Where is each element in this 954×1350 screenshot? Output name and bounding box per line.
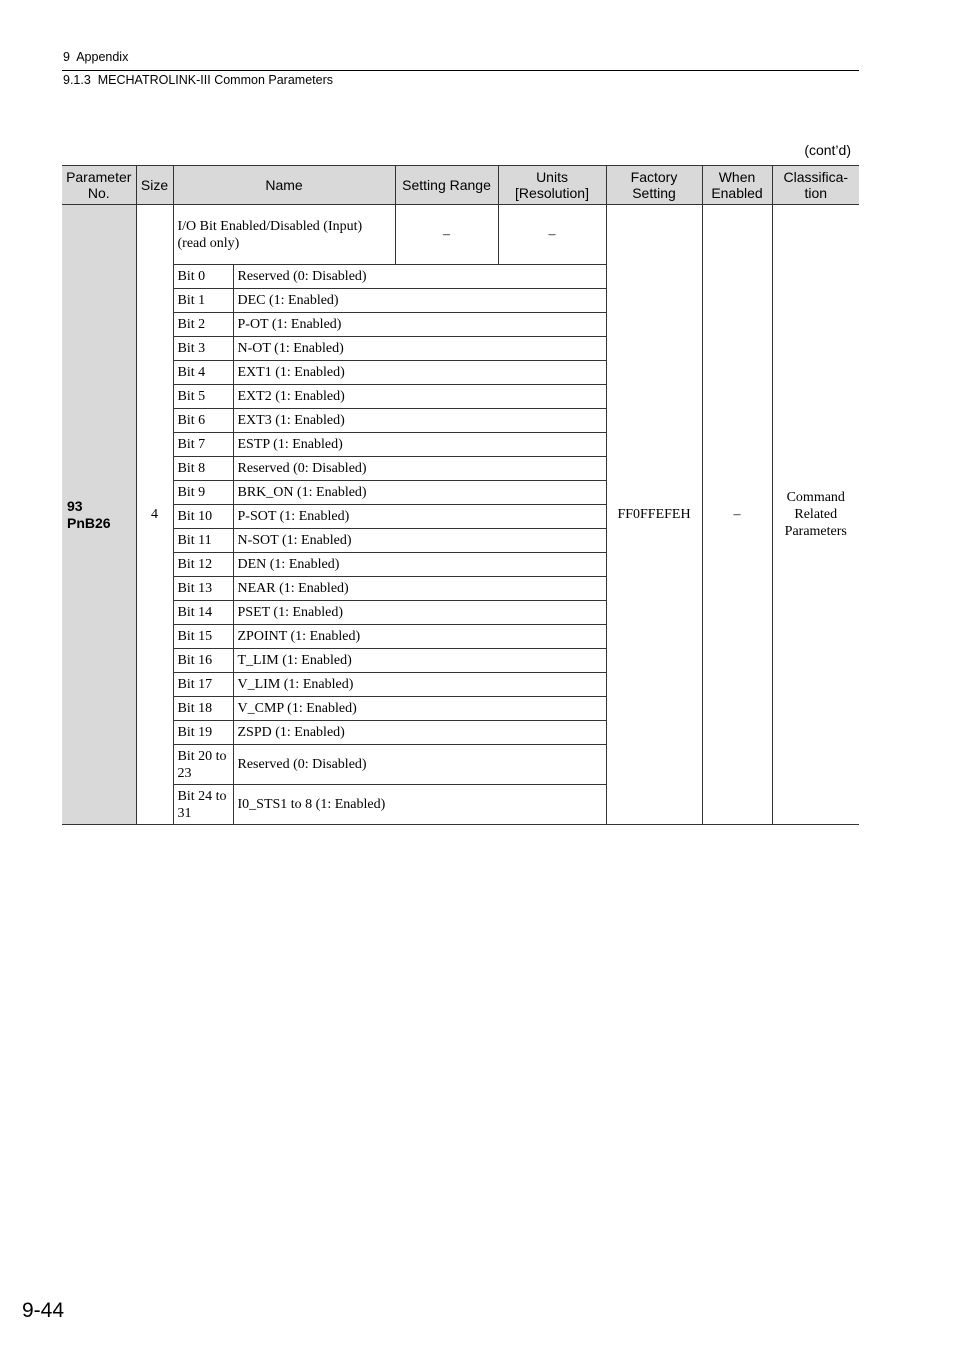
- bit-label: Bit 2: [173, 313, 233, 337]
- bit-label: Bit 18: [173, 697, 233, 721]
- bit-description: N-SOT (1: Enabled): [233, 529, 606, 553]
- continued-label: (cont’d): [804, 142, 851, 158]
- bit-label: Bit 6: [173, 409, 233, 433]
- bit-description: V_CMP (1: Enabled): [233, 697, 606, 721]
- bit-description: T_LIM (1: Enabled): [233, 649, 606, 673]
- section-header: 9.1.3 MECHATROLINK-III Common Parameters: [63, 73, 333, 87]
- bit-label: Bit 16: [173, 649, 233, 673]
- parameter-name-cell: I/O Bit Enabled/Disabled (Input) (read only): [173, 205, 395, 265]
- col-header-factory-setting: Factory Setting: [606, 166, 702, 205]
- bit-description: Reserved (0: Disabled): [233, 265, 606, 289]
- bit-description: ESTP (1: Enabled): [233, 433, 606, 457]
- parameter-number-cell: 93 PnB26: [62, 205, 136, 825]
- col-header-size: Size: [136, 166, 173, 205]
- bit-description: DEC (1: Enabled): [233, 289, 606, 313]
- bit-label: Bit 4: [173, 361, 233, 385]
- bit-description: ZPOINT (1: Enabled): [233, 625, 606, 649]
- bit-label: Bit 12: [173, 553, 233, 577]
- bit-description: EXT1 (1: Enabled): [233, 361, 606, 385]
- bit-description: EXT2 (1: Enabled): [233, 385, 606, 409]
- col-header-classification: Classifica- tion: [772, 166, 859, 205]
- col-header-units: Units [Resolution]: [498, 166, 606, 205]
- parameter-table: [62, 165, 859, 825]
- bit-description: BRK_ON (1: Enabled): [233, 481, 606, 505]
- col-header-name: Name: [173, 166, 395, 205]
- bit-description: DEN (1: Enabled): [233, 553, 606, 577]
- bit-description: PSET (1: Enabled): [233, 601, 606, 625]
- bit-description: I0_STS1 to 8 (1: Enabled): [233, 785, 606, 825]
- page-number: 9-44: [22, 1299, 65, 1322]
- bit-label: Bit 5: [173, 385, 233, 409]
- header-rule: [62, 70, 859, 71]
- bit-description: P-SOT (1: Enabled): [233, 505, 606, 529]
- factory-setting-cell: FF0FFEFEH: [606, 205, 702, 825]
- bit-description: ZSPD (1: Enabled): [233, 721, 606, 745]
- bit-label: Bit 20 to 23: [173, 745, 233, 785]
- table-row: [62, 205, 859, 265]
- bit-description: P-OT (1: Enabled): [233, 313, 606, 337]
- bit-label: Bit 8: [173, 457, 233, 481]
- bit-label: Bit 24 to 31: [173, 785, 233, 825]
- setting-range-cell: –: [395, 205, 498, 265]
- bit-label: Bit 17: [173, 673, 233, 697]
- bit-label: Bit 0: [173, 265, 233, 289]
- bit-description: N-OT (1: Enabled): [233, 337, 606, 361]
- bit-label: Bit 3: [173, 337, 233, 361]
- table-header-row: [62, 166, 859, 205]
- bit-description: NEAR (1: Enabled): [233, 577, 606, 601]
- bit-description: Reserved (0: Disabled): [233, 745, 606, 785]
- bit-label: Bit 9: [173, 481, 233, 505]
- bit-description: Reserved (0: Disabled): [233, 457, 606, 481]
- col-header-when-enabled: When Enabled: [702, 166, 772, 205]
- bit-label: Bit 11: [173, 529, 233, 553]
- bit-label: Bit 14: [173, 601, 233, 625]
- bit-label: Bit 7: [173, 433, 233, 457]
- bit-label: Bit 19: [173, 721, 233, 745]
- size-cell: 4: [136, 205, 173, 825]
- bit-label: Bit 13: [173, 577, 233, 601]
- chapter-header: 9 Appendix: [63, 50, 129, 64]
- bit-label: Bit 15: [173, 625, 233, 649]
- bit-label: Bit 10: [173, 505, 233, 529]
- bit-label: Bit 1: [173, 289, 233, 313]
- col-header-parameter-no: Parameter No.: [62, 166, 136, 205]
- when-enabled-cell: –: [702, 205, 772, 825]
- classification-cell: Command Related Parameters: [772, 205, 859, 825]
- bit-description: EXT3 (1: Enabled): [233, 409, 606, 433]
- bit-description: V_LIM (1: Enabled): [233, 673, 606, 697]
- units-cell: –: [498, 205, 606, 265]
- col-header-setting-range: Setting Range: [395, 166, 498, 205]
